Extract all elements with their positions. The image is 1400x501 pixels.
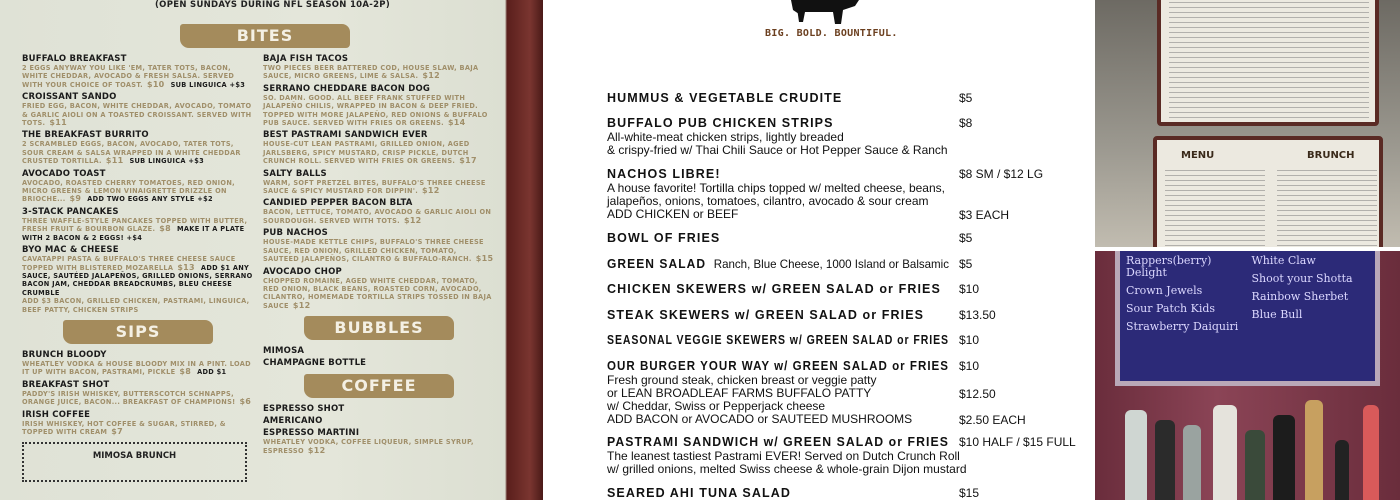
item-name: CHAMPAGNE BOTTLE xyxy=(263,358,367,369)
item-price: $10 xyxy=(959,333,980,347)
item-description xyxy=(22,390,254,407)
sips-column xyxy=(22,350,254,436)
item-description xyxy=(22,255,254,297)
item-price: $9 xyxy=(69,194,82,204)
menu-item xyxy=(22,92,254,127)
coffee-banner: COFFEE xyxy=(304,374,454,398)
menu-item xyxy=(22,169,254,204)
item-description xyxy=(22,179,254,204)
description-text: CHOPPED ROMAINE, AGED WHITE CHEDDAR, TOMATO, RED ONION, BLACK BEANS, ROASTED CORN, AVOCADO, CILANTRO, HOMEMADE TORTILLA STRIPS TOSSED IN BAJA SAUCE xyxy=(263,276,492,310)
chalkboard-drink-name: Crown Jewels xyxy=(1126,284,1203,297)
item-description xyxy=(263,94,495,128)
item-price: $8 SM / $12 LG xyxy=(959,167,1044,181)
item-name-text: OUR BURGER YOUR WAY w/ GREEN SALAD or FRIES xyxy=(607,359,949,373)
item-name: AMERICANO xyxy=(263,416,323,427)
menu-board-top xyxy=(1157,0,1379,126)
item-name: SALTY BALLS xyxy=(263,168,327,179)
item-name-text: PASTRAMI SANDWICH w/ GREEN SALAD or FRIES xyxy=(607,435,949,449)
bubbles-banner: BUBBLES xyxy=(304,316,454,340)
chalkboard-drink-name: Rainbow Sherbet xyxy=(1251,290,1349,303)
item-description xyxy=(263,179,495,196)
menu-item xyxy=(263,267,495,311)
description-text: 2 EGGS ANYWAY YOU LIKE 'EM, TATER TOTS, BACON, WHITE CHEDDAR, AVOCADO & FRESH SALSA. SERVED WITH YOUR CHOICE OF TOAST. xyxy=(22,64,235,89)
menu-item xyxy=(22,245,254,314)
cocktail-chalkboard xyxy=(1115,251,1380,386)
item-name-text: SEASONAL VEGGIE SKEWERS w/ GREEN SALAD or FRIES xyxy=(607,333,949,347)
hours-note: (OPEN SUNDAYS DURING NFL SEASON 10A-2P) xyxy=(155,0,391,10)
chalkboard-drink-name: Strawberry Daiquiri xyxy=(1126,320,1239,333)
item-name-text: CHICKEN SKEWERS w/ GREEN SALAD or FRIES xyxy=(607,282,941,296)
item-name: BUFFALO BREAKFAST xyxy=(22,54,127,64)
description-text: HOUSE-MADE KETTLE CHIPS, BUFFALO'S THREE CHEESE SAUCE, RED ONION, GRILLED CHICKEN, TOMATO, SAUTEED JALAPEÑOS, CILANTRO & BUFFALO-RANCH. xyxy=(263,238,484,264)
item-description-line: & crispy-fried w/ Thai Chili Sauce or Hot Pepper Sauce & Ranch xyxy=(607,143,948,157)
item-name xyxy=(607,282,952,297)
item-name: BRUNCH BLOODY xyxy=(22,349,107,360)
item-name: AVOCADO TOAST xyxy=(22,168,106,179)
item-name xyxy=(607,308,952,323)
item-name: 3-STACK PANCAKES xyxy=(22,206,119,217)
menu-item xyxy=(263,228,495,263)
menu-item xyxy=(22,130,254,165)
item-name: BREAKFAST SHOT xyxy=(22,379,110,390)
description-text: SO. DAMN. GOOD. ALL BEEF FRANK STUFFED WITH JALAPEÑO CHILIS, WRAPPED IN BACON & DEEP FRIED. TOPPED WITH MORE JALAPEÑO, RED ONIONS & BUFFALO PUB SAUCE. SERVED WITH FRIES OR GREENS. xyxy=(263,93,488,128)
menu-item xyxy=(263,428,495,455)
chalkboard-drink-name: Shoot your Shotta xyxy=(1251,272,1353,285)
item-price: $12 xyxy=(403,215,422,225)
chalkboard-drink-name: Blue Bull xyxy=(1251,308,1303,321)
item-description xyxy=(263,140,495,165)
item-description-line: ADD CHICKEN or BEEF xyxy=(607,207,739,221)
item-price: $6 xyxy=(239,397,252,407)
item-name: BYO MAC & CHEESE xyxy=(22,245,119,256)
item-price: $12 xyxy=(422,71,440,81)
item-description-line: w/ Cheddar, Swiss or Pepperjack cheese xyxy=(607,399,826,413)
item-name: ESPRESSO MARTINI xyxy=(263,428,360,439)
item-price: $5 xyxy=(959,91,973,105)
item-price: $10 xyxy=(959,359,980,373)
item-name: MIMOSA xyxy=(263,346,305,357)
menu-item xyxy=(22,54,254,89)
menu-row xyxy=(607,333,1087,348)
item-extra: SUB LINGUICA +$3 xyxy=(170,80,246,89)
chalkboard-drink-name: White Claw xyxy=(1251,254,1316,267)
item-options: Ranch, Blue Cheese, 1000 Island or Balsamic xyxy=(713,257,949,271)
menu-row xyxy=(607,486,1087,501)
coffee-column xyxy=(263,404,495,455)
item-price-alt: $12.50 xyxy=(959,387,996,401)
menu-item xyxy=(263,358,495,368)
description-text: CAVATAPPI PASTA & BUFFALO'S THREE CHEESE SAUCE TOPPED WITH BLISTERED MOZARELLA xyxy=(22,255,236,272)
item-description-line: or LEAN BROADLEAF FARMS BUFFALO PATTY xyxy=(607,386,872,400)
item-name xyxy=(607,91,952,106)
item-price: $5 xyxy=(959,231,973,245)
menu-item xyxy=(263,404,495,414)
item-price: $10 xyxy=(146,79,165,89)
description-text: AVOCADO, ROASTED CHERRY TOMATOES, RED ONION, MICRO GREENS & LEMON VINAIGRETTE DRIZZLE ON BRIOCHE... xyxy=(22,178,235,204)
item-name xyxy=(607,257,949,272)
menu-item xyxy=(22,207,254,242)
menu-row xyxy=(607,435,1087,476)
menu-row xyxy=(607,359,1087,426)
brunch-menu-photo xyxy=(0,0,543,500)
item-description xyxy=(263,438,495,455)
item-name xyxy=(607,231,952,246)
description-text: HOUSE-CUT LEAN PASTRAMI, GRILLED ONION, AGED JARLSBERG, SPICY MUSTARD, CRISP PICKLE, DUTCH CRUNCH ROLL. SERVED WITH FRIES OR GREENS. xyxy=(263,140,470,166)
menu-row xyxy=(607,167,1087,221)
item-description-line: The leanest tastiest Pastrami EVER! Served on Dutch Crunch Roll xyxy=(607,449,960,463)
item-description xyxy=(263,64,495,81)
item-price: $7 xyxy=(111,426,123,436)
item-name-text: GREEN SALAD xyxy=(607,257,707,271)
menu-row xyxy=(607,116,1087,157)
item-description xyxy=(263,238,495,263)
menu-item xyxy=(263,346,495,356)
item-description xyxy=(22,102,254,127)
item-name: BEST PASTRAMI SANDWICH EVER xyxy=(263,130,428,141)
item-price: $17 xyxy=(459,156,477,166)
item-price: $12 xyxy=(422,186,440,196)
item-price: $13 xyxy=(177,262,195,272)
pub-menu xyxy=(543,0,1095,500)
menu-row xyxy=(607,308,1087,323)
item-name xyxy=(607,333,949,348)
item-name: SERRANO CHEDDARE BACON DOG xyxy=(263,83,431,94)
item-name xyxy=(607,167,952,182)
item-price: $13.50 xyxy=(959,308,996,322)
item-description xyxy=(22,64,254,89)
item-name: BAJA FISH TACOS xyxy=(263,54,349,64)
item-description-line: jalapeños, onions, tomatoes, cilantro, avocado & sour cream xyxy=(607,194,929,208)
right-column xyxy=(263,54,495,457)
bubbles-column xyxy=(263,346,495,368)
menu-row xyxy=(607,257,1087,272)
item-description xyxy=(22,420,254,437)
item-name: CROISSANT SANDO xyxy=(22,92,117,103)
item-description xyxy=(263,208,495,225)
item-name-text: BOWL OF FRIES xyxy=(607,231,721,245)
item-name-text: SEARED AHI TUNA SALAD xyxy=(607,486,791,500)
item-name-text: BUFFALO PUB CHICKEN STRIPS xyxy=(607,116,834,130)
description-text: IRISH WHISKEY, HOT COFFEE & SUGAR, STIRRED, & TOPPED WITH CREAM xyxy=(22,419,226,436)
item-extra: ADD $1 ANY SAUCE, SAUTÉED JALAPEÑOS, GRILLED ONIONS, SERRANO BACON JAM, CHEDDAR BREADCRUMBS, BLEU CHEESE CRUMBLE xyxy=(22,263,253,297)
item-name: CANDIED PEPPER BACON BLTA xyxy=(263,198,413,209)
menu-row xyxy=(607,91,1087,106)
menu-item xyxy=(263,169,495,196)
menu-item xyxy=(263,198,495,225)
item-description-line: Fresh ground steak, chicken breast or veggie patty xyxy=(607,373,877,387)
description-text: WARM, SOFT PRETZEL BITES, BUFFALO'S THREE CHEESE SAUCE & SPICY MUSTARD FOR DIPPIN'. xyxy=(263,178,486,196)
menu-item xyxy=(22,410,254,437)
item-name xyxy=(607,116,952,131)
item-extra: SUB LINGUICA +$3 xyxy=(129,157,205,166)
item-description-line: All-white-meat chicken strips, lightly breaded xyxy=(607,130,844,144)
menu-item xyxy=(263,130,495,165)
description-text: PADDY'S IRISH WHISKEY, BUTTERSCOTCH SCHNAPPS, ORANGE JUICE, BACON... BREAKFAST OF CHAMPIONS! xyxy=(22,389,236,407)
item-name: AVOCADO CHOP xyxy=(263,266,342,277)
menu-row xyxy=(607,282,1087,297)
item-name: IRISH COFFEE xyxy=(22,409,91,420)
menu-item xyxy=(263,54,495,81)
bar-chalkboard-photo xyxy=(1095,251,1400,500)
menu-item xyxy=(263,84,495,128)
item-price: $8 xyxy=(179,367,192,377)
description-text: THREE WAFFLE-STYLE PANCAKES TOPPED WITH BUTTER, FRESH FRUIT & BOURBON GLAZE. xyxy=(22,216,248,234)
item-price: $8 xyxy=(159,224,172,234)
item-extra: ADD $1 xyxy=(197,368,227,377)
menu-item xyxy=(22,380,254,407)
item-name xyxy=(607,486,952,501)
item-price: $8 xyxy=(959,116,973,130)
description-text: TWO PIECES BEER BATTERED COD, HOUSE SLAW, BAJA SAUCE, MICRO GREENS, LIME & SALSA. xyxy=(263,64,479,81)
description-text: 2 SCRAMBLED EGGS, BACON, AVOCADO, TATER TOTS, SOUR CREAM & SALSA WRAPPED IN A WHITE CHEDDAR CRUSTED TORTILLA. xyxy=(22,140,241,166)
item-name: PUB NACHOS xyxy=(263,228,328,239)
item-extra-price: $3 EACH xyxy=(959,208,1010,222)
item-description xyxy=(263,277,495,311)
description-text: FRIED EGG, BACON, WHITE CHEDDAR, AVOCADO, TOMATO & GARLIC AIOLI ON A TOASTED CROISSANT. SERVED WITH TOTS. xyxy=(22,102,252,128)
item-extra-2: ADD $3 BACON, GRILLED CHICKEN, PASTRAMI, LINGUICA, BEEF PATTY, CHICKEN STRIPS xyxy=(22,297,250,314)
bites-banner: BITES xyxy=(180,24,350,48)
menu-item xyxy=(22,350,254,377)
item-addon-price: $2.50 EACH xyxy=(959,413,1026,427)
item-name: THE BREAKFAST BURRITO xyxy=(22,130,149,141)
item-price: $10 HALF / $15 FULL xyxy=(959,435,1076,449)
description-text: BACON, LETTUCE, TOMATO, AVOCADO & GARLIC AIOLI ON SOURDOUGH. SERVED WITH TOTS. xyxy=(263,208,492,225)
chalkboard-drink-name: Rappers(berry) Delight xyxy=(1126,254,1212,279)
item-name: ESPRESSO SHOT xyxy=(263,404,345,415)
item-name-text: STEAK SKEWERS w/ GREEN SALAD or FRIES xyxy=(607,308,925,322)
item-price: $10 xyxy=(959,282,980,296)
menu-board-bottom xyxy=(1153,136,1383,247)
menu-boards-photo xyxy=(1095,0,1400,247)
item-price: $15 xyxy=(475,254,494,264)
item-description xyxy=(22,360,254,377)
item-price: $12 xyxy=(292,300,311,310)
item-description xyxy=(22,217,254,242)
item-description-line: w/ grilled onions, melted Swiss cheese & whole-grain Dijon mustard xyxy=(607,462,967,476)
chalkboard-drink-name: Sour Patch Kids xyxy=(1126,302,1216,315)
bites-left-column xyxy=(22,54,254,314)
item-description xyxy=(22,140,254,165)
item-name-text: HUMMUS & VEGETABLE CRUDITE xyxy=(607,91,843,105)
item-price: $5 xyxy=(959,257,973,271)
left-column xyxy=(22,54,254,482)
item-extra: MAKE IT A PLATE WITH 2 BACON & 2 EGGS! +$4 xyxy=(22,225,245,242)
brunch-board-title: BRUNCH xyxy=(1307,150,1355,161)
item-description-line: ADD BACON or AVOCADO or SAUTEED MUSHROOMS xyxy=(607,412,913,426)
item-name-text: NACHOS LIBRE! xyxy=(607,167,721,181)
item-name xyxy=(607,435,949,450)
item-name xyxy=(607,359,949,374)
sips-banner: SIPS xyxy=(63,320,213,344)
item-price: $15 xyxy=(959,486,980,500)
item-price: $11 xyxy=(49,118,67,128)
item-extra: ADD TWO EGGS ANY STYLE +$2 xyxy=(87,195,213,204)
chalkboard-right-column xyxy=(1252,255,1370,377)
mimosa-brunch-box: MIMOSA BRUNCH xyxy=(22,442,247,482)
description-text: WHEATLEY VODKA, COFFEE LIQUEUR, SIMPLE SYRUP, ESPRESSO xyxy=(263,438,474,455)
item-price: $12 xyxy=(307,445,326,455)
item-description-line: A house favorite! Tortilla chips topped w/ melted cheese, beans, xyxy=(607,181,945,195)
menu-board-title: MENU xyxy=(1181,150,1215,161)
item-price: $11 xyxy=(105,156,124,166)
item-price: $14 xyxy=(447,118,466,128)
description-text: WHEATLEY VODKA & HOUSE BLOODY MIX IN A PINT. LOAD IT UP WITH BACON, PASTRAMI, PICKLE xyxy=(22,359,251,377)
menu-row xyxy=(607,231,1087,246)
logo-tagline: BIG. BOLD. BOUNTIFUL. xyxy=(765,28,898,39)
bites-right-column xyxy=(263,54,495,310)
menu-item xyxy=(263,416,495,426)
chalkboard-left-column xyxy=(1126,255,1244,377)
